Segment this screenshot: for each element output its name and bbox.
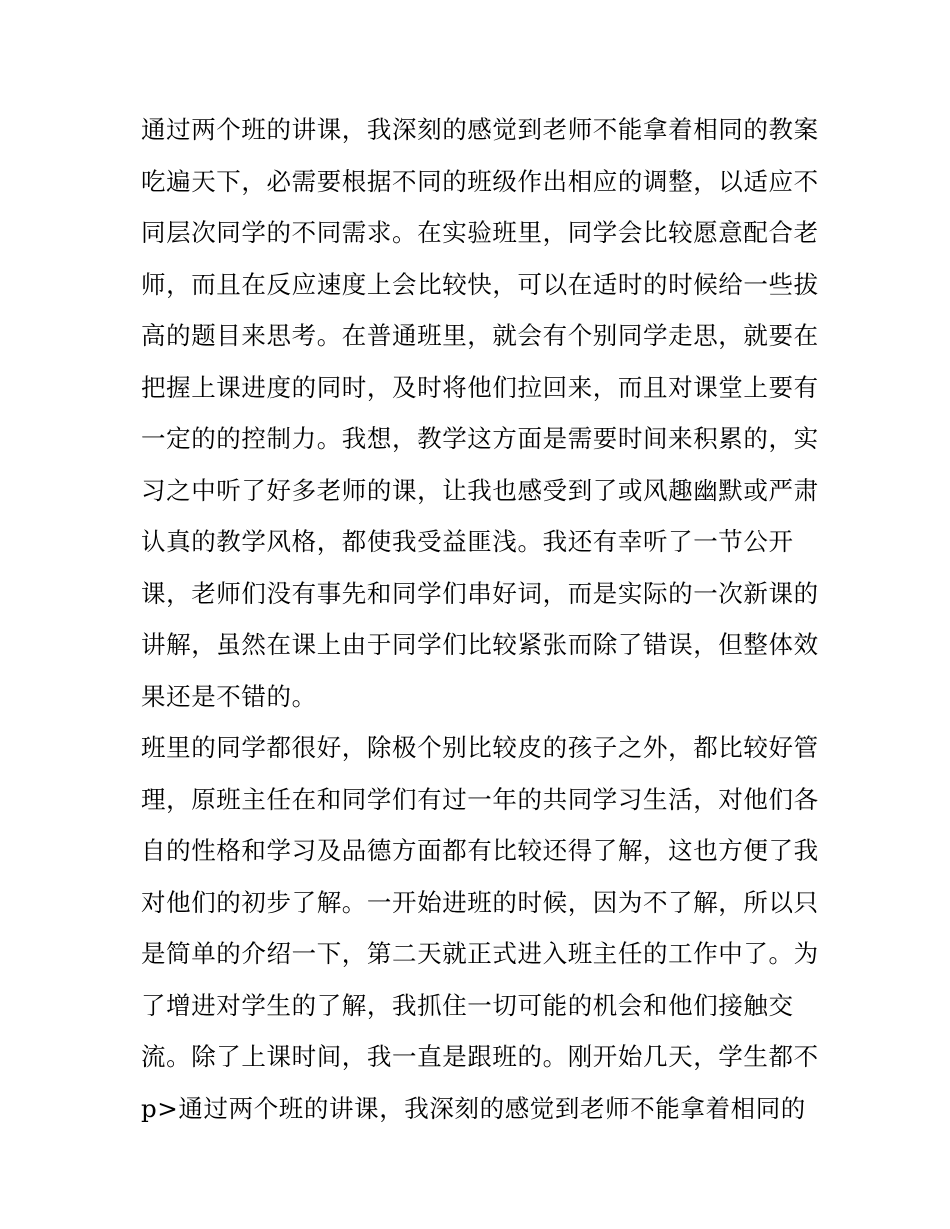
text-line: 把握上课进度的同时，及时将他们拉回来，而且对课堂上要有 xyxy=(141,372,819,402)
text-line: 讲解，虽然在课上由于同学们比较紧张而除了错误，但整体效 xyxy=(141,630,819,659)
text-line: 吃遍天下，必需要根据不同的班级作出相应的调整，以适应不 xyxy=(141,166,819,196)
text-line: 对他们的初步了解。一开始进班的时候，因为不了解，所以只 xyxy=(141,887,819,917)
text-line: p>通过两个班的讲课，我深刻的感觉到老师不能拿着相同的 xyxy=(141,1093,806,1123)
text-line: 是简单的介绍一下，第二天就正式进入班主任的工作中了。为 xyxy=(141,939,819,968)
text-line: 果还是不错的。 xyxy=(141,681,317,711)
text-line: 同层次同学的不同需求。在实验班里，同学会比较愿意配合老 xyxy=(141,218,819,247)
text-line: 习之中听了好多老师的课，让我也感受到了或风趣幽默或严肃 xyxy=(141,475,819,505)
text-line: 课，老师们没有事先和同学们串好词，而是实际的一次新课的 xyxy=(141,578,819,608)
body-text xyxy=(141,104,821,1134)
text-line: 了增进对学生的了解，我抓住一切可能的机会和他们接触交 xyxy=(141,990,794,1020)
text-line: 流。除了上课时间，我一直是跟班的。刚开始几天，学生都不 xyxy=(141,1042,819,1071)
text-line: 师，而且在反应速度上会比较快，可以在适时的时候给一些拔 xyxy=(141,269,819,299)
text-line: 高的题目来思考。在普通班里，就会有个别同学走思，就要在 xyxy=(141,321,819,350)
text-line: 一定的的控制力。我想，教学这方面是需要时间来积累的，实 xyxy=(141,424,819,453)
text-line: 通过两个班的讲课，我深刻的感觉到老师不能拿着相同的教案 xyxy=(141,115,819,144)
text-line: 理，原班主任在和同学们有过一年的共同学习生活，对他们各 xyxy=(141,784,819,814)
text-line: 班里的同学都很好，除极个别比较皮的孩子之外，都比较好管 xyxy=(141,733,819,762)
text-line: 自的性格和学习及品德方面都有比较还得了解，这也方便了我 xyxy=(141,836,819,865)
text-line: 认真的教学风格，都使我受益匪浅。我还有幸听了一节公开 xyxy=(141,527,794,556)
